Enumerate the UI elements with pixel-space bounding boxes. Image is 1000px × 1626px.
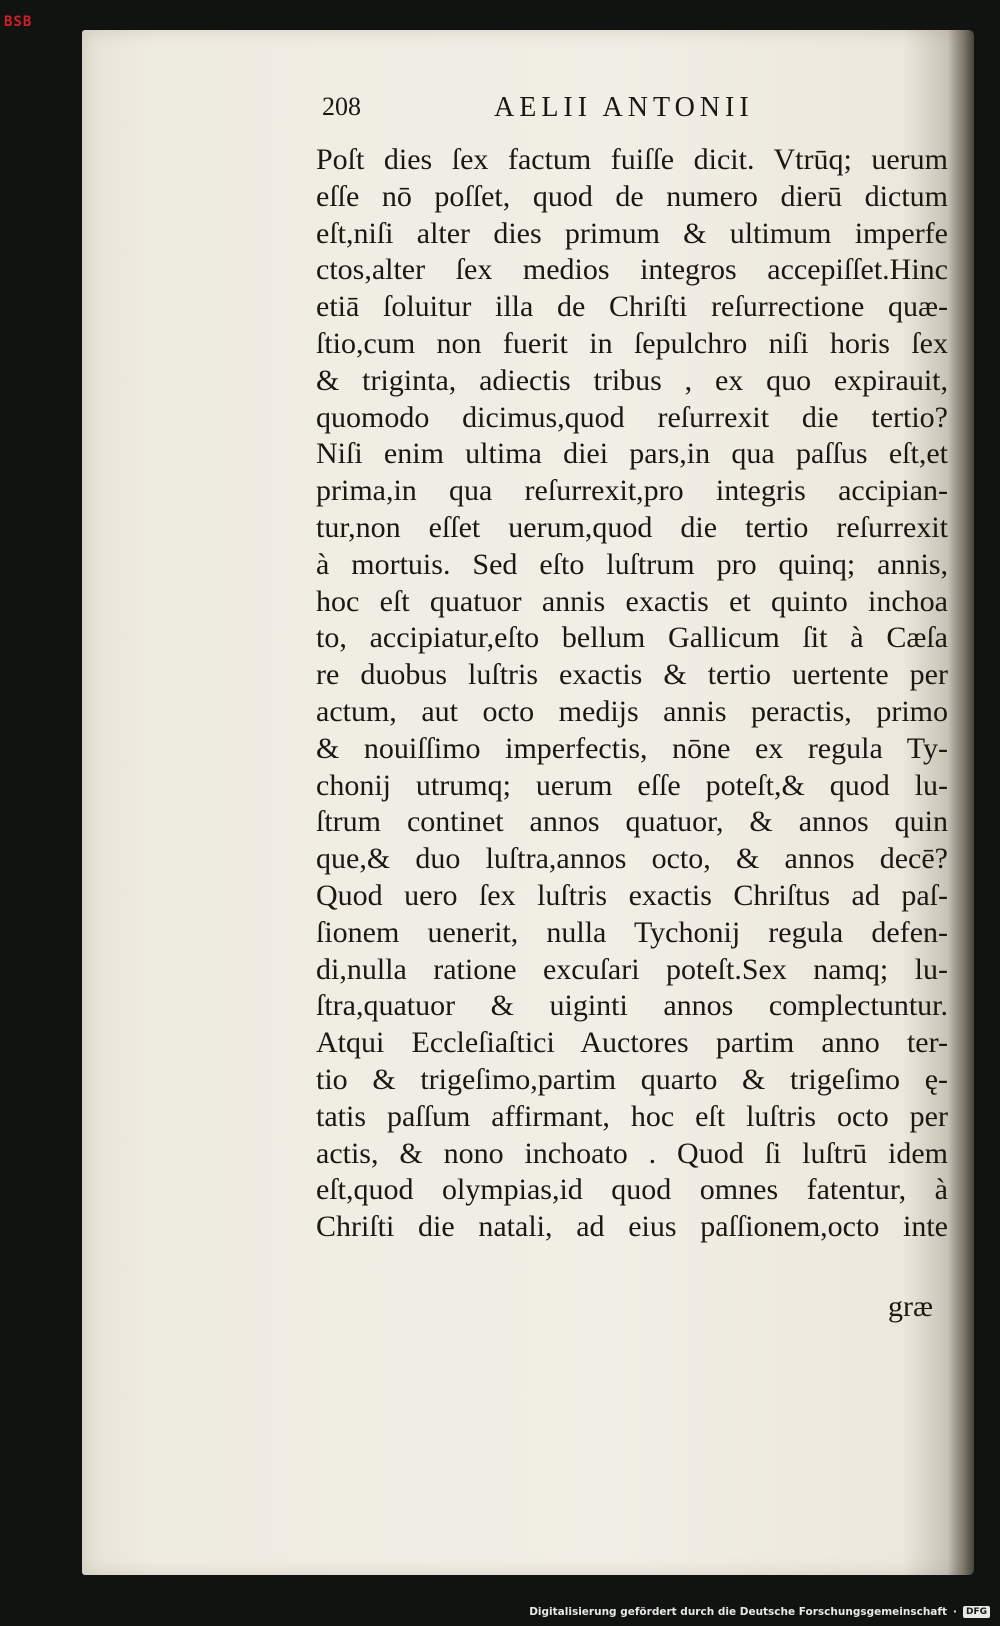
funding-credit: Digitalisierung gefördert durch die Deutsche Forschungsgemeinschaft: [529, 1606, 947, 1618]
text-line: hoc eſt quatuor annis exactis et quinto inchoa: [316, 584, 948, 618]
text-line: ctos,alter ſex medios integros accepiſſet.Hinc: [316, 253, 948, 287]
text-line: & triginta, adiectis tribus , ex quo expirauit,: [316, 363, 948, 397]
text-line: quomodo dicimus,quod reſurrexit die tertio?: [316, 400, 948, 434]
text-line: tur,non eſſet uerum,quod die tertio reſurrexit: [316, 510, 948, 544]
text-line: re duobus luſtris exactis & tertio uertente per: [316, 658, 948, 692]
text-line: ſtio,cum non fuerit in ſepulchro niſi horis ſex: [316, 326, 948, 360]
text-line: Quod uero ſex luſtris exactis Chriſtus ad paſ-: [316, 878, 948, 912]
text-line: eſt,quod olympias,id quod omnes fatentur, à: [316, 1173, 948, 1207]
text-line: Chriſti die natali, ad eius paſſionem,octo inte: [316, 1210, 948, 1244]
text-line: actum, aut octo medijs annis peractis, primo: [316, 694, 948, 728]
dfg-logo: DFG: [963, 1606, 990, 1618]
digitization-footer: Digitalisierung gefördert durch die Deutsche Forschungsgemeinschaft · DFG: [529, 1602, 990, 1622]
text-line: que,& duo luſtra,annos octo, & annos decē?: [316, 842, 948, 876]
text-line: Poſt dies ſex factum fuiſſe dicit. Vtrūq; uerum: [316, 143, 948, 176]
page-gutter-shadow: [948, 30, 974, 1575]
text-line: prima,in qua reſurrexit,pro integris accipian-: [316, 474, 948, 508]
text-line: eſſe nō poſſet, quod de numero dierū dictum: [316, 179, 948, 213]
text-line: ſtra,quatuor & uiginti annos complectuntur.: [316, 989, 948, 1023]
text-line: ſionem uenerit, nulla Tychonij regula defen-: [316, 915, 948, 949]
text-line: & nouiſſimo imperfectis, nōne ex regula Ty-: [316, 731, 948, 765]
text-line: à mortuis. Sed eſto luſtrum pro quinq; annis,: [316, 547, 948, 581]
text-line: di,nulla ratione excuſari poteſt.Sex namq; lu-: [316, 952, 948, 986]
running-head: [322, 92, 822, 132]
folio-number: 208: [322, 92, 361, 121]
body-text: [316, 142, 948, 1246]
text-line: ſtrum continet annos quatuor, & annos quin: [316, 805, 948, 839]
text-line: Atqui Eccleſiaſtici Auctores partim anno ter-: [316, 1026, 948, 1060]
text-line: Niſi enim ultima diei pars,in qua paſſus eſt,et: [316, 437, 948, 471]
text-line: tio & trigeſimo,partim quarto & trigeſimo ę-: [316, 1062, 948, 1096]
text-line: eſt,niſi alter dies primum & ultimum imperfe: [316, 216, 948, 250]
catchword: græ: [888, 1290, 933, 1323]
text-line: actis, & nono inchoato . Quod ſi luſtrū idem: [316, 1136, 948, 1170]
text-line: etiā ſoluitur illa de Chriſti reſurrectione quæ-: [316, 290, 948, 324]
text-line: chonij utrumq; uerum eſſe poteſt,& quod lu-: [316, 768, 948, 802]
library-watermark: BSB: [4, 14, 33, 30]
text-line: to, accipiatur,eſto bellum Gallicum ſit à Cæſa: [316, 621, 948, 655]
running-title: AELII ANTONII: [494, 92, 754, 123]
text-line: tatis paſſum affirmant, hoc eſt luſtris octo per: [316, 1099, 948, 1133]
